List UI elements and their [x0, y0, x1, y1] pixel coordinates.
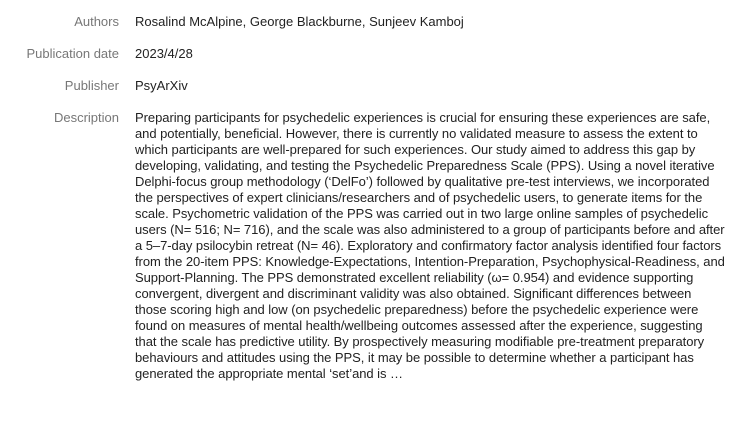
description-text: Preparing participants for psychedelic experiences is crucial for ensuring these experiences are safe, and potentially, beneficial. However, there is currently no validated measure to assess the extent to which participants are well-prepared for such experiences. Our study aimed to address this gap by developing, validating, and testing the Psychedelic Preparedness Scale (PPS). Using a novel iterative Delphi-focus group methodology (‘DelFo’) followed by qualitative pre-test interviews, we incorporated the perspectives of expert clinicians/researchers and of psychedelic users, to generate items for the scale. Psychometric validation of the PPS was carried out in two large online samples of psychedelic users (N= 516; N= 716), and the scale was also administered to a group of participants before and after a 5–7-day psilocybin retreat (N= 46). Exploratory and confirmatory factor analysis identified four factors from the 20-item PPS: Knowledge-Expectations, Intention-Preparation, Psychophysical-Readiness, and Support-Planning. The PPS demonstrated excellent reliability (ω= 0.954) and evidence supporting convergent, divergent and discriminant validity was also obtained. Significant differences between those scoring high and low (on psychedelic preparedness) before the psychedelic experience were found on measures of mental health/wellbeing outcomes assessed after the experience, suggesting that the scale has predictive utility. By prospectively measuring modifiable pre-treatment preparatory behaviours and attitudes using the PPS, it may be possible to determine whether a participant has generated the appropriate mental ‘set’and is … [135, 110, 725, 381]
publication-date-row [0, 46, 725, 62]
publication-date-label: Publication date [26, 46, 119, 61]
authors-row [0, 14, 725, 30]
publisher-value: PsyArXiv [135, 78, 188, 93]
publication-date-value: 2023/4/28 [135, 46, 193, 61]
authors-label: Authors [74, 14, 119, 29]
publisher-label: Publisher [64, 78, 119, 93]
authors-value: Rosalind McAlpine, George Blackburne, Sunjeev Kamboj [135, 14, 464, 29]
description-row [0, 110, 725, 382]
description-label: Description [53, 110, 119, 125]
publisher-row [0, 78, 725, 94]
